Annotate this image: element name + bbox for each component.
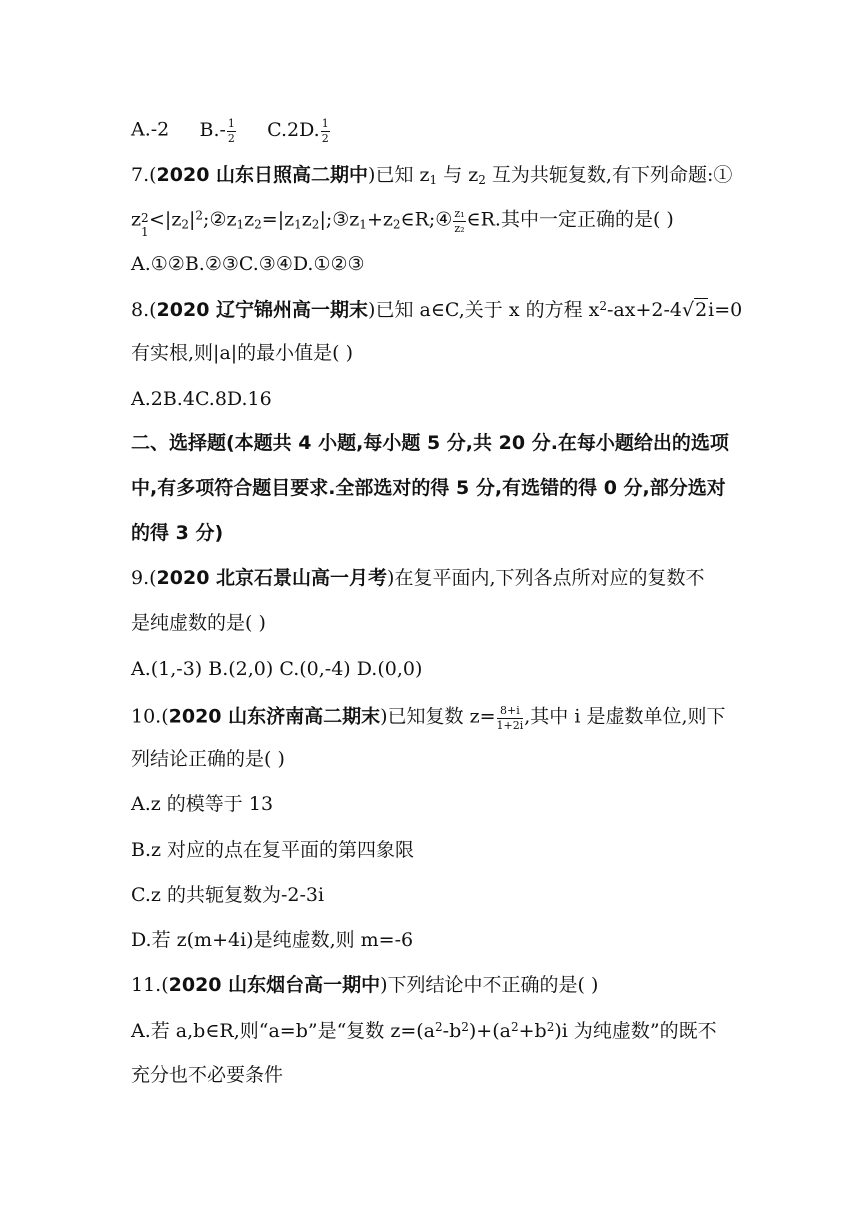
q8-options: A.2B.4C.8D.16: [131, 388, 272, 410]
q7-source: 2020 山东日照高二期中: [156, 164, 369, 186]
q10-line1: 10.(2020 山东济南高二期末)已知复数 z= $\frac{8+i}{1+2i}$ ,其中 i 是虚数单位,则下: [131, 704, 726, 732]
q11-source: 2020 山东烟台高一期中: [168, 974, 381, 996]
q10-source: 2020 山东济南高二期末: [168, 705, 381, 728]
q8-sqrt: √2: [681, 299, 708, 321]
q11-option-a-line1: A.若 a,b∈R,则“a=b”是“复数 $z=(a^2-b^2)+(a^2+b^2)i$ 为纯虚数”的既不: [131, 1020, 717, 1042]
q11-line1: 11.(2020 山东烟台高一期中)下列结论中不正确的是( ): [131, 974, 599, 996]
section2-line3: 的得 3 分): [131, 522, 224, 544]
q10-option-a: A.z 的模等于 13: [131, 793, 274, 815]
q8-line1: 8.(2020 辽宁锦州高一期末)已知 a∈C,关于 x 的方程 $x^2-ax+2-4√2i=0$: [131, 299, 743, 321]
q9-source: 2020 北京石景山高一月考: [156, 567, 388, 589]
q11-option-a-line2: 充分也不必要条件: [131, 1064, 284, 1086]
q9-line1: 9.(2020 北京石景山高一月考)在复平面内,下列各点所对应的复数不: [131, 567, 705, 589]
q7-fraction: $\frac{\text{z₁}}{\text{z₂}}$: [454, 207, 465, 235]
q10-option-b: B.z 对应的点在复平面的第四象限: [131, 839, 415, 861]
section2-line1: 二、选择题(本题共 4 小题,每小题 5 分,共 20 分.在每小题给出的选项: [131, 432, 729, 454]
q7-options: A.①②B.②③C.③④D.①②③: [131, 253, 365, 275]
q6-option-cd: C.2D. $\frac{1}{2}$: [267, 117, 329, 145]
q10-line2: 列结论正确的是( ): [131, 748, 285, 770]
q6-option-a: A.-2: [131, 118, 170, 141]
q9-line2: 是纯虚数的是( ): [131, 612, 266, 634]
section2-line2: 中,有多项符合题目要求.全部选对的得 5 分,有选错的得 0 分,部分选对: [131, 477, 726, 499]
q6-fraction-d: $\frac{1}{2}$: [321, 117, 329, 145]
q10-option-d: D.若 z(m+4i)是纯虚数,则 m=-6: [131, 929, 414, 951]
q8-line2: 有实根,则|a|的最小值是( ): [131, 342, 354, 364]
q10-option-c: C.z 的共轭复数为-2-3i: [131, 884, 325, 906]
q10-fraction: $\frac{8+i}{1+2i}$: [496, 704, 524, 732]
q6-fraction-b: $\frac{1}{2}$: [227, 117, 235, 145]
q7-line1: 7.(2020 山东日照高二期中)已知 $z_1$ 与 $z_2$ 互为共轭复数,有下列命题:①: [131, 164, 733, 187]
q9-options: A.(1,-3) B.(2,0) C.(0,-4) D.(0,0): [131, 658, 423, 680]
q8-source: 2020 辽宁锦州高一期末: [156, 299, 369, 321]
q6-option-b: B.- $\frac{1}{2}$: [199, 117, 235, 145]
q7-line2: z 2 1 $<|z_2|^2;②z_1z_2=|z_1z_2|;③z_1+z_2\in R;④$ $\frac{\text{z₁}}{\text{z₂}}$ ∈R.其中一定正确的是( ): [131, 207, 674, 239]
q6-options: [131, 118, 331, 144]
